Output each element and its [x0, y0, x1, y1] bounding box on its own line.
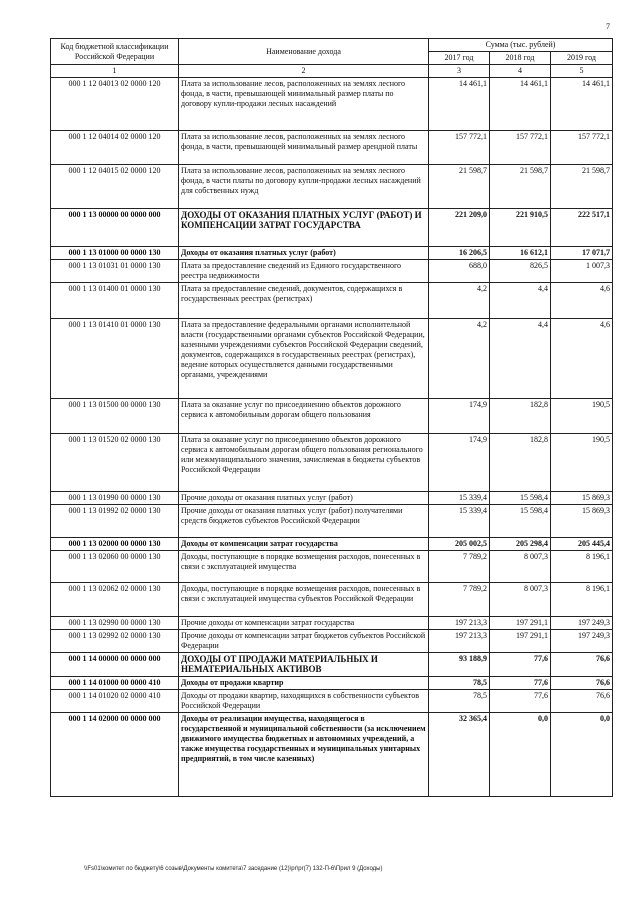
- row-value-2017: 205 002,5: [429, 538, 490, 551]
- row-value-2018: 77,6: [490, 653, 551, 677]
- row-name: Прочие доходы от компенсации затрат государства: [179, 617, 429, 630]
- row-value-2019: 222 517,1: [551, 209, 613, 247]
- row-name: Плата за предоставление сведений из Единого государственного реестра недвижимости: [179, 260, 429, 283]
- row-value-2019: 190,5: [551, 434, 613, 492]
- row-value-2018: 21 598,7: [490, 165, 551, 209]
- row-value-2017: 15 339,4: [429, 505, 490, 538]
- row-value-2017: 7 789,2: [429, 551, 490, 583]
- row-value-2019: 15 869,3: [551, 505, 613, 538]
- row-value-2017: 197 213,3: [429, 617, 490, 630]
- row-value-2018: 182,8: [490, 399, 551, 434]
- row-value-2018: 205 298,4: [490, 538, 551, 551]
- revenue-table: [50, 38, 613, 797]
- row-code: 000 1 13 02990 00 0000 130: [51, 617, 179, 630]
- row-value-2017: 174,9: [429, 399, 490, 434]
- row-code: 000 1 13 01992 02 0000 130: [51, 505, 179, 538]
- row-code: 000 1 13 01990 00 0000 130: [51, 492, 179, 505]
- row-value-2018: 157 772,1: [490, 131, 551, 165]
- row-code: 000 1 14 01020 02 0000 410: [51, 690, 179, 713]
- header-year-2018: 2018 год: [490, 52, 551, 65]
- page-number: 7: [606, 22, 610, 31]
- row-value-2017: 4,2: [429, 283, 490, 319]
- row-name: Доходы от реализации имущества, находящегося в государственной и муниципальной собственности (за исключением движимого имущества бюджетных и автономных учреждений, а также имущества государственных и муниципальных унитарных предприятий, в том числе казенных): [179, 713, 429, 797]
- row-value-2017: 32 365,4: [429, 713, 490, 797]
- row-value-2017: 78,5: [429, 690, 490, 713]
- table-row: [51, 319, 613, 399]
- table-row: [51, 283, 613, 319]
- row-value-2018: 77,6: [490, 690, 551, 713]
- row-name: Плата за предоставление федеральными органами исполнительной власти (государственными органами субъектов Российской Федерации, казенными учреждениями субъектов Российской Федерации сведений, документов, содержащихся в государственных реестрах (регистрах), ведение которых осуществляется данными государственными органами, учреждениями: [179, 319, 429, 399]
- table-row: [51, 399, 613, 434]
- row-value-2018: 15 598,4: [490, 492, 551, 505]
- row-value-2017: 93 188,9: [429, 653, 490, 677]
- row-code: 000 1 13 00000 00 0000 000: [51, 209, 179, 247]
- row-value-2017: 21 598,7: [429, 165, 490, 209]
- row-name: ДОХОДЫ ОТ ПРОДАЖИ МАТЕРИАЛЬНЫХ И НЕМАТЕРИАЛЬНЫХ АКТИВОВ: [179, 653, 429, 677]
- row-name: Плата за использование лесов, расположенных на землях лесного фонда, в части, превышающей минимальный размер арендной платы: [179, 131, 429, 165]
- row-value-2018: 14 461,1: [490, 78, 551, 131]
- row-name: Плата за использование лесов, расположенных на землях лесного фонда, в части, превышающей минимальный размер платы по договору купли-продажи лесных насаждений: [179, 78, 429, 131]
- row-name: Прочие доходы от оказания платных услуг (работ) получателями средств бюджетов субъектов Российской Федерации: [179, 505, 429, 538]
- row-code: 000 1 13 01400 01 0000 130: [51, 283, 179, 319]
- row-code: 000 1 13 01410 01 0000 130: [51, 319, 179, 399]
- table-row: [51, 505, 613, 538]
- row-code: 000 1 12 04015 02 0000 120: [51, 165, 179, 209]
- row-name: Прочие доходы от оказания платных услуг (работ): [179, 492, 429, 505]
- row-value-2018: 221 910,5: [490, 209, 551, 247]
- table-row: [51, 617, 613, 630]
- row-value-2019: 0,0: [551, 713, 613, 797]
- row-value-2017: 4,2: [429, 319, 490, 399]
- table-row: [51, 492, 613, 505]
- table-row: [51, 247, 613, 260]
- row-value-2019: 4,6: [551, 283, 613, 319]
- col-number-1: 1: [51, 65, 179, 78]
- row-code: 000 1 14 00000 00 0000 000: [51, 653, 179, 677]
- table-row: [51, 713, 613, 797]
- row-value-2018: 8 007,3: [490, 551, 551, 583]
- row-value-2019: 8 196,1: [551, 551, 613, 583]
- table-row: [51, 653, 613, 677]
- row-value-2018: 4,4: [490, 319, 551, 399]
- row-value-2019: 76,6: [551, 690, 613, 713]
- header-code: Код бюджетной классификации Российской Федерации: [51, 39, 179, 65]
- row-name: Доходы, поступающие в порядке возмещения расходов, понесенных в связи с эксплуатацией имущества субъектов Российской Федерации: [179, 583, 429, 617]
- row-value-2019: 14 461,1: [551, 78, 613, 131]
- row-value-2018: 16 612,1: [490, 247, 551, 260]
- row-value-2017: 16 206,5: [429, 247, 490, 260]
- row-value-2019: 197 249,3: [551, 630, 613, 653]
- row-value-2019: 17 071,7: [551, 247, 613, 260]
- row-name: Плата за использование лесов, расположенных на землях лесного фонда, в части платы по договору купли-продажи лесных насаждений для собственных нужд: [179, 165, 429, 209]
- header-year-2019: 2019 год: [551, 52, 613, 65]
- row-code: 000 1 12 04014 02 0000 120: [51, 131, 179, 165]
- row-code: 000 1 13 02060 00 0000 130: [51, 551, 179, 583]
- col-number-5: 5: [551, 65, 613, 78]
- row-value-2019: 76,6: [551, 677, 613, 690]
- table-row: [51, 209, 613, 247]
- row-code: 000 1 14 01000 00 0000 410: [51, 677, 179, 690]
- table-row: [51, 131, 613, 165]
- row-name: Доходы от продажи квартир, находящихся в собственности субъектов Российской Федерации: [179, 690, 429, 713]
- row-name: Доходы, поступающие в порядке возмещения расходов, понесенных в связи с эксплуатацией имущества: [179, 551, 429, 583]
- row-value-2018: 826,5: [490, 260, 551, 283]
- col-number-3: 3: [429, 65, 490, 78]
- table-row: [51, 690, 613, 713]
- row-value-2019: 4,6: [551, 319, 613, 399]
- row-value-2019: 21 598,7: [551, 165, 613, 209]
- row-name: Доходы от компенсации затрат государства: [179, 538, 429, 551]
- table-row: [51, 434, 613, 492]
- row-code: 000 1 14 02000 00 0000 000: [51, 713, 179, 797]
- row-value-2018: 197 291,1: [490, 630, 551, 653]
- row-value-2019: 157 772,1: [551, 131, 613, 165]
- row-value-2017: 174,9: [429, 434, 490, 492]
- row-code: 000 1 13 01500 00 0000 130: [51, 399, 179, 434]
- row-code: 000 1 13 01000 00 0000 130: [51, 247, 179, 260]
- row-value-2019: 197 249,3: [551, 617, 613, 630]
- row-value-2017: 14 461,1: [429, 78, 490, 131]
- row-value-2018: 197 291,1: [490, 617, 551, 630]
- row-name: Плата за оказание услуг по присоединению объектов дорожного сервиса к автомобильным дорогам общего пользования: [179, 399, 429, 434]
- row-code: 000 1 12 04013 02 0000 120: [51, 78, 179, 131]
- table-row: [51, 260, 613, 283]
- row-value-2018: 0,0: [490, 713, 551, 797]
- col-number-4: 4: [490, 65, 551, 78]
- row-name: Доходы от продажи квартир: [179, 677, 429, 690]
- table-row: [51, 165, 613, 209]
- header-year-2017: 2017 год: [429, 52, 490, 65]
- row-value-2019: 1 007,3: [551, 260, 613, 283]
- row-value-2018: 182,8: [490, 434, 551, 492]
- row-value-2018: 15 598,4: [490, 505, 551, 538]
- row-name: Прочие доходы от компенсации затрат бюджетов субъектов Российской Федерации: [179, 630, 429, 653]
- table-row: [51, 78, 613, 131]
- row-name: Плата за предоставление сведений, документов, содержащихся в государственных реестрах (регистрах): [179, 283, 429, 319]
- row-code: 000 1 13 01031 01 0000 130: [51, 260, 179, 283]
- row-name: Плата за оказание услуг по присоединению объектов дорожного сервиса к автомобильным дорогам общего пользования регионального или межмуниципального значения, зачисляемая в бюджеты субъектов Российской Федерации: [179, 434, 429, 492]
- row-name: Доходы от оказания платных услуг (работ): [179, 247, 429, 260]
- table-row: [51, 538, 613, 551]
- row-value-2017: 78,5: [429, 677, 490, 690]
- footer-file-path: \\Fs01\комитет по бюджету\6 созыв\Документы комитета\7 заседание (12)\pr\pr(7) 132-П-6\Прил 9 (Доходы): [84, 866, 383, 872]
- row-value-2019: 15 869,3: [551, 492, 613, 505]
- row-value-2017: 197 213,3: [429, 630, 490, 653]
- row-code: 000 1 13 01520 02 0000 130: [51, 434, 179, 492]
- row-value-2017: 15 339,4: [429, 492, 490, 505]
- table-row: [51, 677, 613, 690]
- row-value-2017: 221 209,0: [429, 209, 490, 247]
- header-sum: Сумма (тыс. рублей): [429, 39, 613, 52]
- row-code: 000 1 13 02992 02 0000 130: [51, 630, 179, 653]
- col-number-2: 2: [179, 65, 429, 78]
- row-name: ДОХОДЫ ОТ ОКАЗАНИЯ ПЛАТНЫХ УСЛУГ (РАБОТ) И КОМПЕНСАЦИИ ЗАТРАТ ГОСУДАРСТВА: [179, 209, 429, 247]
- row-value-2018: 4,4: [490, 283, 551, 319]
- header-name: Наименование дохода: [179, 39, 429, 65]
- row-value-2019: 205 445,4: [551, 538, 613, 551]
- row-value-2018: 8 007,3: [490, 583, 551, 617]
- row-value-2017: 7 789,2: [429, 583, 490, 617]
- table-row: [51, 583, 613, 617]
- row-value-2019: 76,6: [551, 653, 613, 677]
- row-code: 000 1 13 02062 02 0000 130: [51, 583, 179, 617]
- row-code: 000 1 13 02000 00 0000 130: [51, 538, 179, 551]
- table-row: [51, 551, 613, 583]
- table-row: [51, 630, 613, 653]
- row-value-2019: 8 196,1: [551, 583, 613, 617]
- row-value-2019: 190,5: [551, 399, 613, 434]
- row-value-2017: 688,0: [429, 260, 490, 283]
- row-value-2018: 77,6: [490, 677, 551, 690]
- row-value-2017: 157 772,1: [429, 131, 490, 165]
